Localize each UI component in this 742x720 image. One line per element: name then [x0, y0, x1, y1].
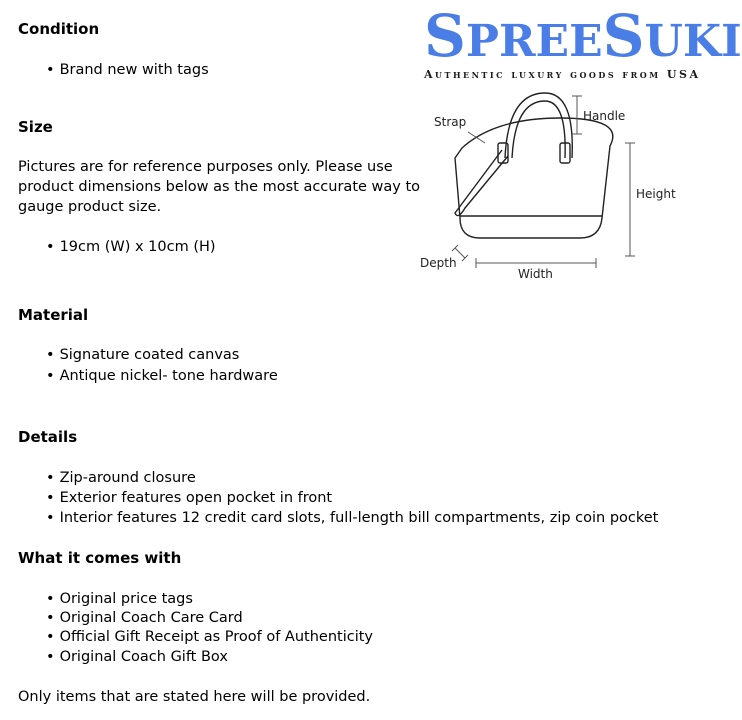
- bag-body: [455, 118, 613, 238]
- comes-with-heading: What it comes with: [18, 549, 182, 567]
- label-handle: Handle: [583, 109, 626, 123]
- brand-name: [424, 2, 742, 70]
- size-note-line-3: gauge product size.: [18, 199, 162, 215]
- material-heading: Material: [18, 306, 89, 324]
- brand-word-1: PREE: [465, 16, 603, 67]
- comes-with-item: • Original price tags: [46, 589, 193, 609]
- brand-tagline: Authentic luxury goods from USA: [424, 68, 701, 81]
- condition-heading: Condition: [18, 20, 100, 38]
- size-note-line-1: Pictures are for reference purposes only. Please use: [18, 159, 393, 175]
- brand-initial-1: S: [424, 2, 466, 70]
- comes-with-item: • Original Coach Gift Box: [46, 647, 228, 667]
- material-item: • Antique nickel- tone hardware: [46, 366, 278, 386]
- comes-with-item: • Original Coach Care Card: [46, 608, 243, 628]
- bag-strap: [455, 150, 508, 216]
- brand-logo: [424, 2, 742, 81]
- material-item: • Signature coated canvas: [46, 345, 239, 365]
- condition-item: • Brand new with tags: [46, 60, 209, 80]
- bag-size-diagram: [410, 88, 710, 288]
- details-item: • Interior features 12 credit card slots, full-length bill compartments, zip coin pocket: [46, 508, 658, 528]
- label-strap: Strap: [434, 115, 467, 129]
- brand-word-2: UKI: [644, 16, 742, 67]
- comes-with-item: • Official Gift Receipt as Proof of Authenticity: [46, 627, 373, 647]
- details-heading: Details: [18, 428, 78, 446]
- bag-handle-right: [512, 101, 565, 158]
- details-item: • Exterior features open pocket in front: [46, 488, 332, 508]
- brand-initial-2: S: [602, 2, 645, 70]
- size-item: • 19cm (W) x 10cm (H): [46, 237, 216, 257]
- label-width: Width: [518, 267, 553, 281]
- bag-handle-left: [505, 93, 572, 158]
- size-heading: Size: [18, 118, 53, 136]
- footer-note: Only items that are stated here will be provided.: [18, 689, 371, 705]
- size-note-line-2: product dimensions below as the most accurate way to: [18, 179, 421, 195]
- label-depth: Depth: [420, 256, 457, 270]
- details-item: • Zip-around closure: [46, 468, 196, 488]
- label-height: Height: [636, 187, 676, 201]
